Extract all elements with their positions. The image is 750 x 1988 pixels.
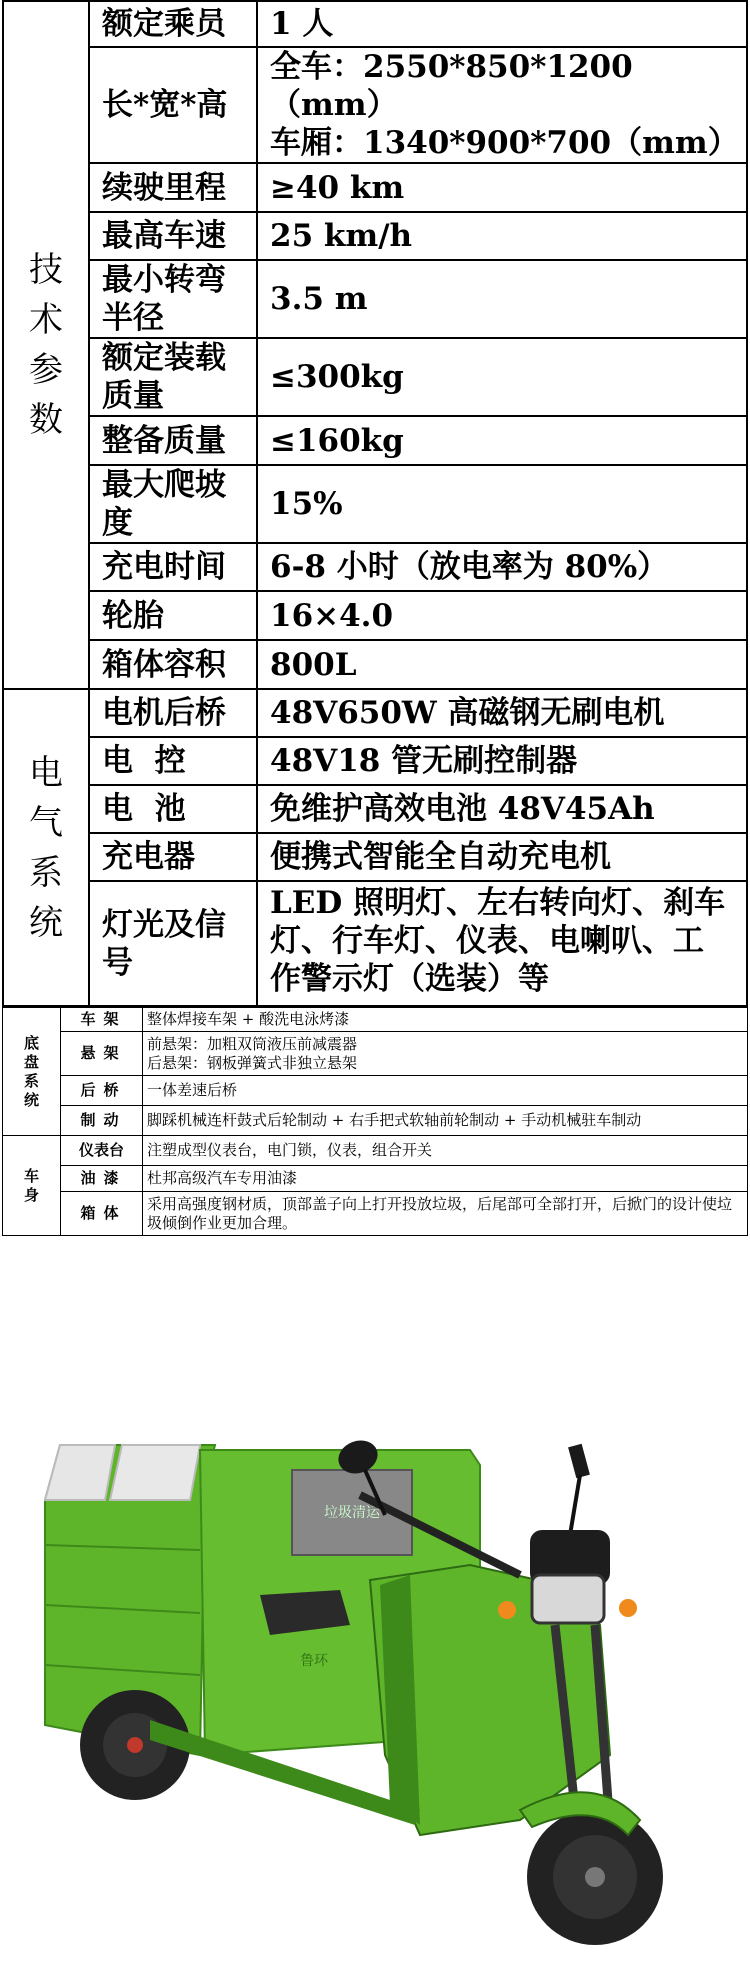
front-wheel	[527, 1809, 663, 1945]
row-label: 额定乘员	[89, 1, 257, 47]
row-label: 电 控	[89, 737, 257, 785]
row-value: 25 km/h	[257, 212, 747, 260]
row-value: 全车：2550*850*1200（mm） 车厢：1340*900*700（mm）	[257, 47, 747, 163]
table-row	[3, 1136, 748, 1166]
tech-params-table	[2, 0, 748, 1007]
row-value: 便携式智能全自动充电机	[257, 833, 747, 881]
table-row	[3, 1, 747, 47]
row-label: 制动	[61, 1106, 143, 1136]
table-row	[3, 1166, 748, 1192]
row-value: 1 人	[257, 1, 747, 47]
table-row	[3, 465, 747, 543]
svg-text:鲁环: 鲁环	[300, 1653, 328, 1669]
table-row	[3, 833, 747, 881]
row-value: 注塑成型仪表台，电门锁，仪表，组合开关	[143, 1136, 748, 1166]
row-label: 车架	[61, 1008, 143, 1032]
row-label: 箱体容积	[89, 640, 257, 689]
table-row	[3, 737, 747, 785]
body-section-label: 车 身	[3, 1136, 61, 1236]
row-value: LED 照明灯、左右转向灯、刹车灯、行车灯、仪表、电喇叭、工作警示灯（选装）等	[257, 881, 747, 1006]
tech-params-section-label: 技 术 参 数	[3, 1, 89, 689]
row-value: 15%	[257, 465, 747, 543]
chassis-body-table	[2, 1007, 748, 1236]
svg-text:垃圾清运: 垃圾清运	[324, 1505, 380, 1521]
row-label: 最大爬坡度	[89, 465, 257, 543]
row-label: 最高车速	[89, 212, 257, 260]
table-row	[3, 543, 747, 591]
mirror-right	[568, 1444, 590, 1479]
table-row	[3, 640, 747, 689]
row-value: ≤160kg	[257, 416, 747, 465]
table-row	[3, 881, 747, 1006]
electrical-section-label: 电 气 系 统	[3, 689, 89, 1006]
row-value: 整体焊接车架 + 酸洗电泳烤漆	[143, 1008, 748, 1032]
row-label: 充电时间	[89, 543, 257, 591]
table-row	[3, 1106, 748, 1136]
vehicle-photo	[0, 1425, 750, 1988]
table-row	[3, 416, 747, 465]
row-value: 采用高强度钢材质，顶部盖子向上打开投放垃圾，后尾部可全部打开，后掀门的设计使垃圾倾倒作业更加合理。	[143, 1192, 748, 1236]
table-row	[3, 212, 747, 260]
table-row	[3, 1032, 748, 1076]
row-label: 续驶里程	[89, 163, 257, 212]
table-row	[3, 1192, 748, 1236]
table-row	[3, 47, 747, 163]
row-value: 前悬架：加粗双筒液压前减震器 后悬架：钢板弹簧式非独立悬架	[143, 1032, 748, 1076]
row-label: 悬架	[61, 1032, 143, 1076]
row-value: 3.5 m	[257, 260, 747, 338]
table-row	[3, 163, 747, 212]
table-row	[3, 338, 747, 416]
row-label: 电 池	[89, 785, 257, 833]
table-row	[3, 689, 747, 737]
row-label: 整备质量	[89, 416, 257, 465]
row-label: 额定装载质量	[89, 338, 257, 416]
row-value: 48V18 管无刷控制器	[257, 737, 747, 785]
row-value: 48V650W 高磁钢无刷电机	[257, 689, 747, 737]
row-value: ≥40 km	[257, 163, 747, 212]
row-label: 最小转弯半径	[89, 260, 257, 338]
row-label: 电机后桥	[89, 689, 257, 737]
spec-sheet	[2, 0, 748, 1236]
headlight	[532, 1575, 604, 1623]
lid-right	[110, 1445, 200, 1500]
row-label: 仪表台	[61, 1136, 143, 1166]
row-value: 脚踩机械连杆鼓式后轮制动 + 右手把式软轴前轮制动 + 手动机械驻车制动	[143, 1106, 748, 1136]
turn-signal-right	[619, 1599, 637, 1617]
row-value: 6-8 小时（放电率为 80%）	[257, 543, 747, 591]
row-value: ≤300kg	[257, 338, 747, 416]
lid-left	[45, 1445, 115, 1500]
row-label: 充电器	[89, 833, 257, 881]
row-label: 箱体	[61, 1192, 143, 1236]
table-row	[3, 1076, 748, 1106]
row-value: 免维护高效电池 48V45Ah	[257, 785, 747, 833]
table-row	[3, 260, 747, 338]
chassis-section-label: 底 盘 系 统	[3, 1008, 61, 1136]
row-value: 800L	[257, 640, 747, 689]
table-row	[3, 785, 747, 833]
row-label: 长*宽*高	[89, 47, 257, 163]
row-value: 16×4.0	[257, 591, 747, 640]
table-row	[3, 591, 747, 640]
row-value: 一体差速后桥	[143, 1076, 748, 1106]
table-row	[3, 1008, 748, 1032]
row-label: 油漆	[61, 1166, 143, 1192]
row-label: 轮胎	[89, 591, 257, 640]
row-value: 杜邦高级汽车专用油漆	[143, 1166, 748, 1192]
turn-signal-left	[498, 1601, 516, 1619]
row-label: 灯光及信号	[89, 881, 257, 1006]
row-label: 后桥	[61, 1076, 143, 1106]
